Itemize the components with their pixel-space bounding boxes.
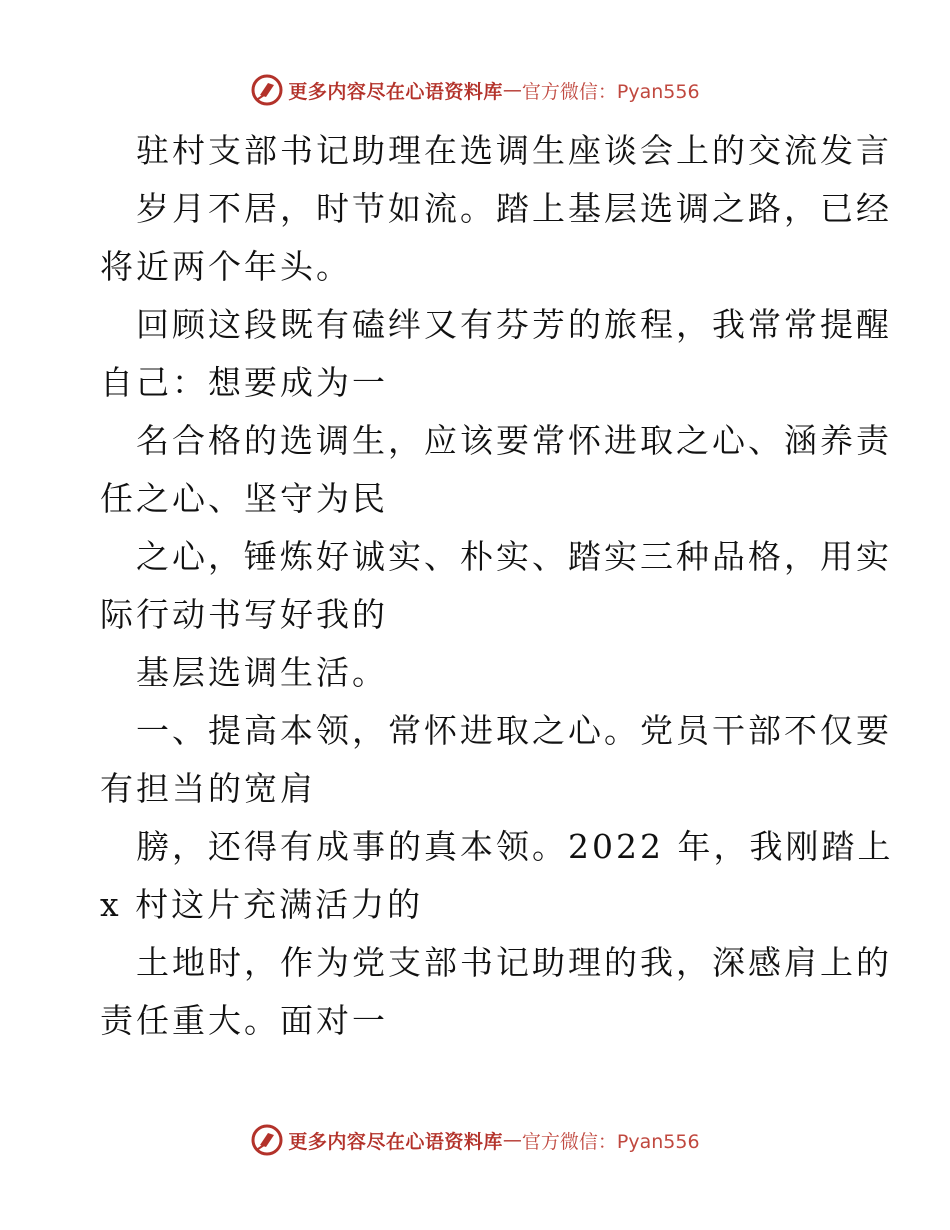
banner-title: 更多内容尽在心语资料库 bbox=[288, 80, 503, 103]
text-line: 之心，锤炼好诚实、朴实、踏实三种品格，用实 bbox=[136, 537, 892, 576]
text-line: 岁月不居，时节如流。踏上基层选调之路，已经 bbox=[136, 189, 892, 228]
document-title: 驻村支部书记助理在选调生座谈会上的交流发言 bbox=[136, 131, 892, 170]
banner-separator: — bbox=[502, 79, 522, 101]
text-line: 自己：想要成为一 bbox=[100, 363, 388, 402]
text-line: 基层选调生活。 bbox=[136, 653, 388, 692]
header-banner bbox=[0, 70, 950, 110]
footer-banner bbox=[0, 1120, 950, 1160]
text-line: 土地时，作为党支部书记助理的我，深感肩上的 bbox=[136, 943, 892, 982]
text-line: 将近两个年头。 bbox=[100, 247, 352, 286]
section-heading-line: 一、提高本领，常怀进取之心。党员干部不仅要 bbox=[136, 711, 892, 750]
brand-logo-icon bbox=[250, 1123, 284, 1157]
text-line: 回顾这段既有磕绊又有芬芳的旅程，我常常提醒 bbox=[136, 305, 892, 344]
banner-separator: — bbox=[502, 1129, 522, 1151]
text-line: x 村这片充满活力的 bbox=[100, 885, 424, 924]
text-line: 际行动书写好我的 bbox=[100, 595, 388, 634]
text-line: 责任重大。面对一 bbox=[100, 1001, 388, 1040]
text-line: 名合格的选调生，应该要常怀进取之心、涵养责 bbox=[136, 421, 892, 460]
document-body bbox=[100, 122, 894, 1050]
banner-contact: 官方微信：Pyan556 bbox=[521, 1130, 700, 1153]
text-line: 有担当的宽肩 bbox=[100, 769, 316, 808]
banner-title: 更多内容尽在心语资料库 bbox=[288, 1130, 503, 1153]
text-line: 任之心、坚守为民 bbox=[100, 479, 388, 518]
brand-logo-icon bbox=[250, 73, 284, 107]
text-line: 膀，还得有成事的真本领。2022 年，我刚踏上 bbox=[136, 827, 894, 866]
banner-contact: 官方微信：Pyan556 bbox=[521, 80, 700, 103]
